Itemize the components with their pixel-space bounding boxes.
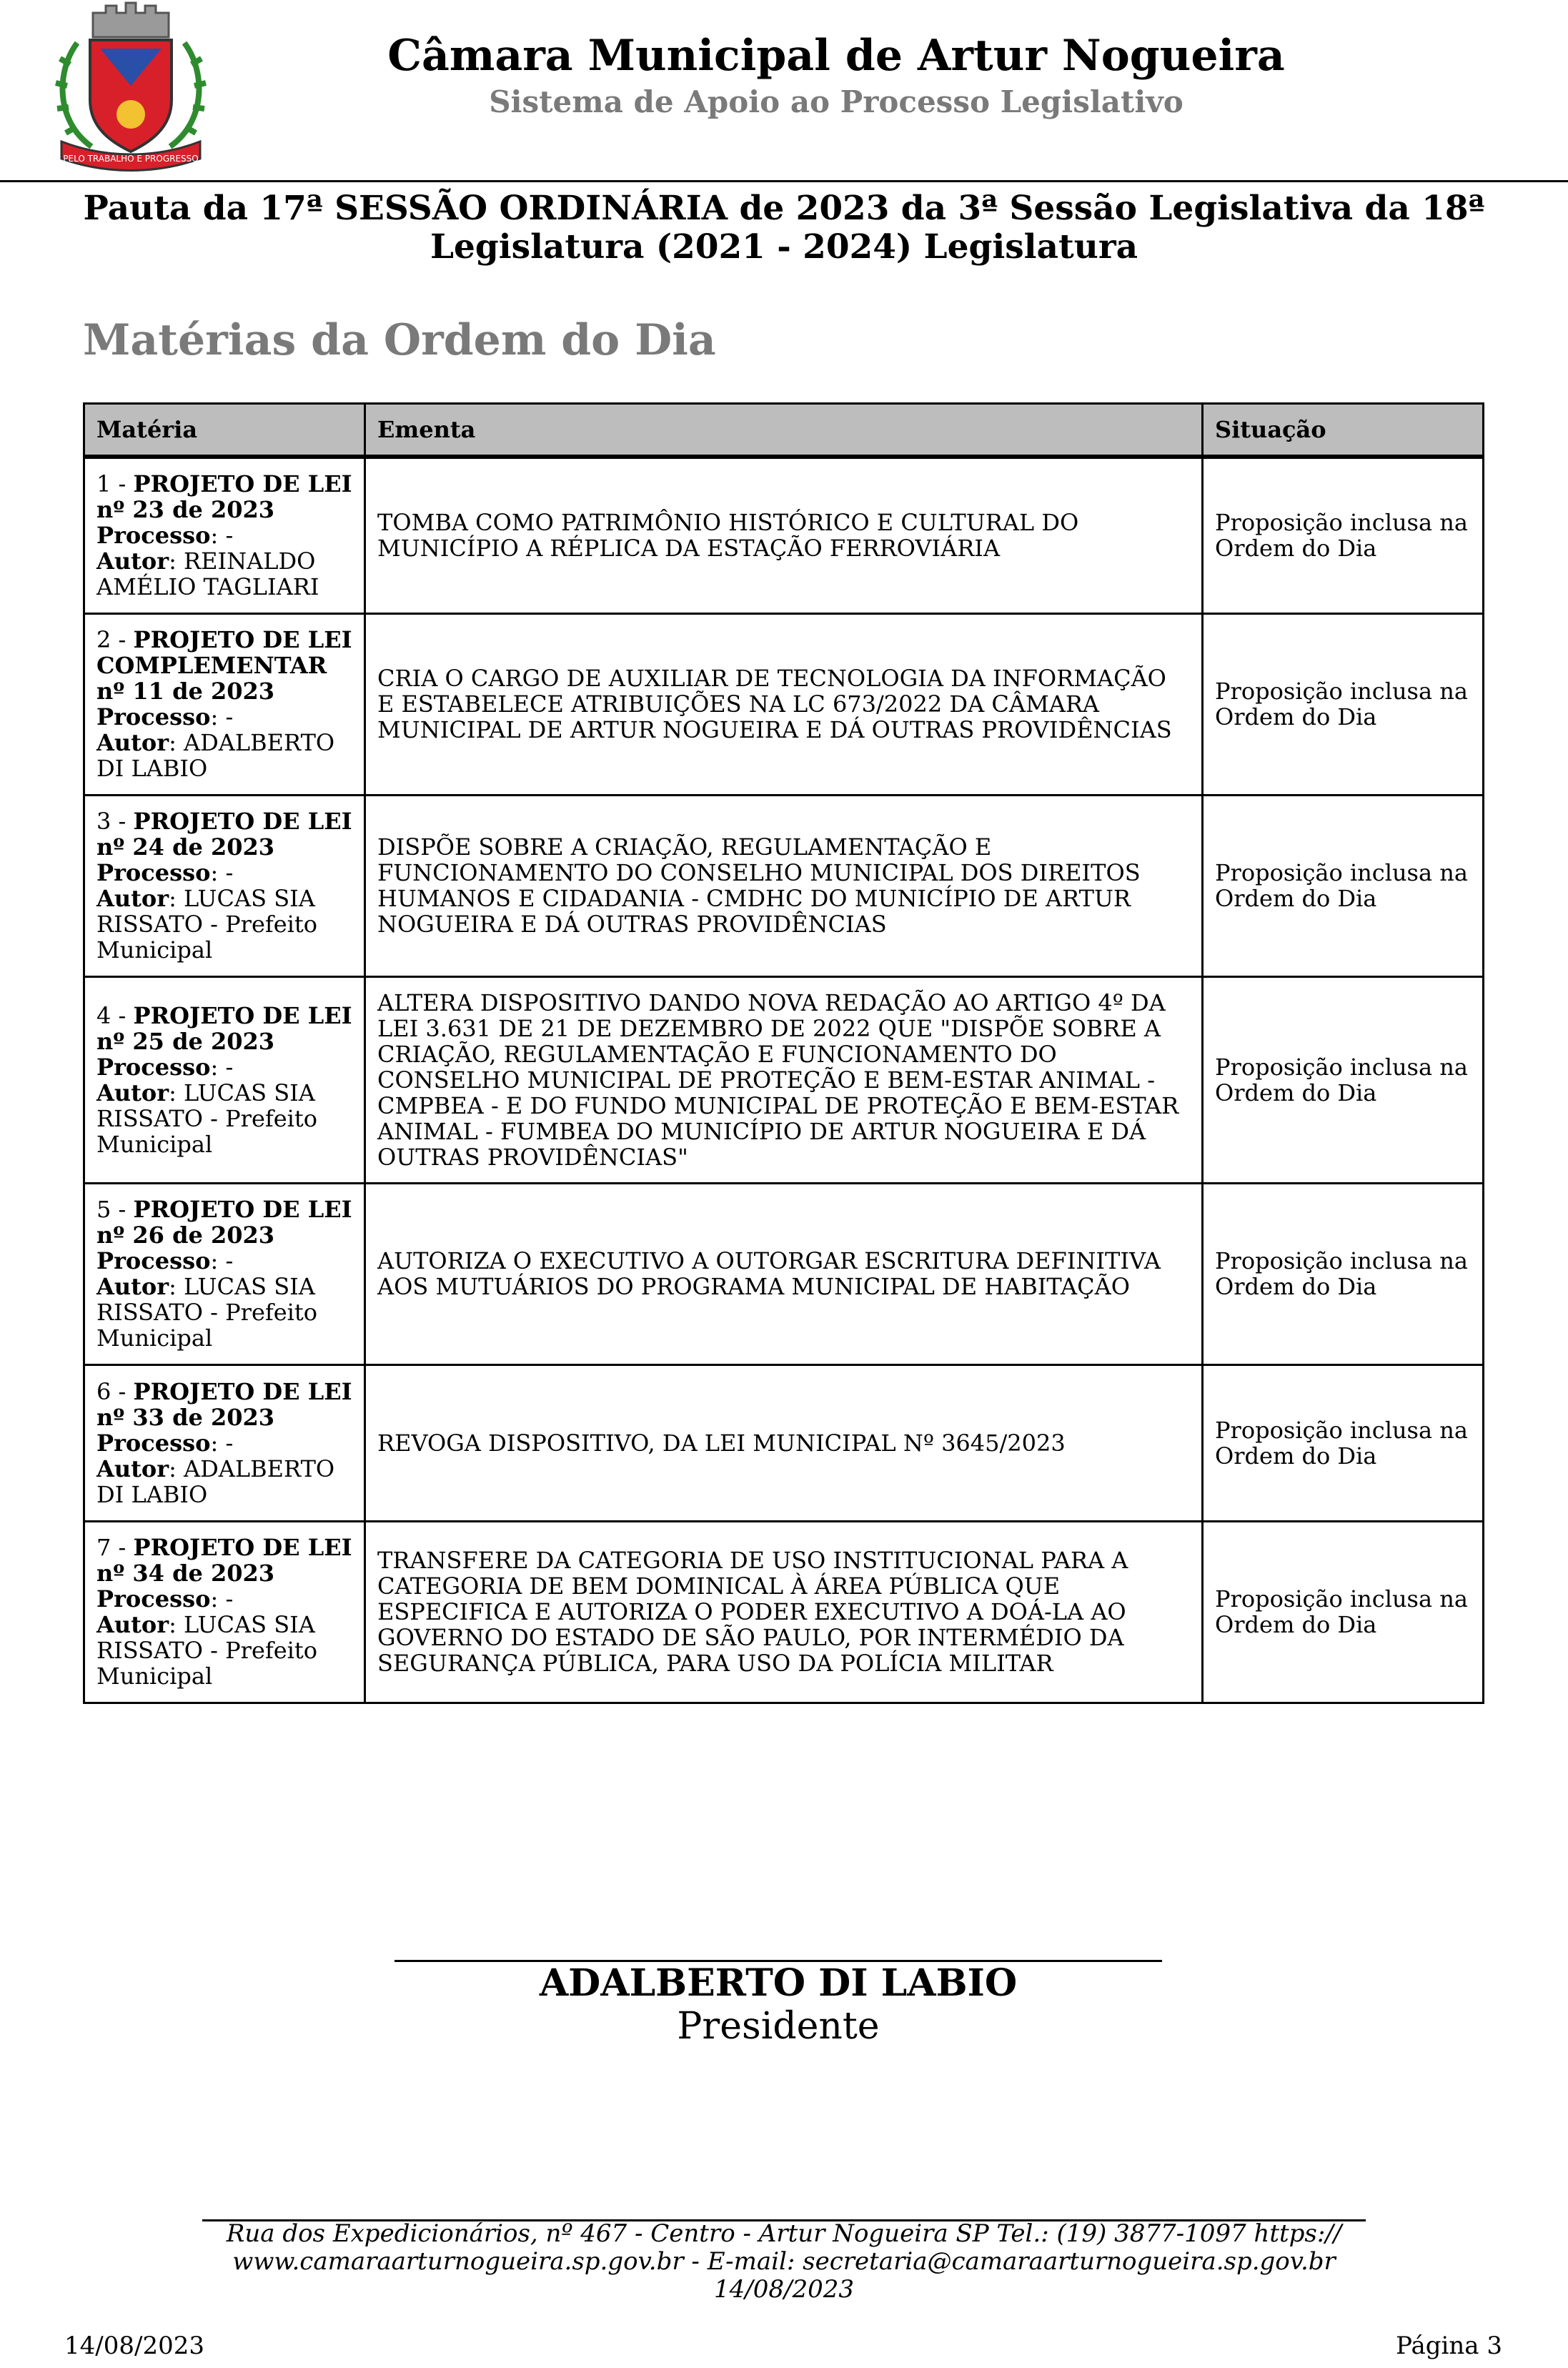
- pauta-title: [64, 189, 1504, 267]
- table-row: [84, 976, 1484, 1183]
- situacao-cell: Proposição inclusa na Ordem do Dia: [1203, 1364, 1484, 1521]
- crest-motto: PELO TRABALHO E PROGRESSO: [63, 154, 199, 164]
- situacao-cell: Proposição inclusa na Ordem do Dia: [1203, 1521, 1484, 1703]
- materia-cell: 7 - PROJETO DE LEI nº 34 de 2023 Processo: - Autor: LUCAS SIA RISSATO - Prefeito Municipal: [84, 1521, 365, 1703]
- materia-author: : LUCAS SIA RISSATO - Prefeito Municipal: [96, 1079, 318, 1158]
- situacao-cell: Proposição inclusa na Ordem do Dia: [1203, 613, 1484, 795]
- print-date: 14/08/2023: [64, 2332, 204, 2360]
- ementa-cell: REVOGA DISPOSITIVO, DA LEI MUNICIPAL Nº 3645/2023: [365, 1364, 1203, 1521]
- situacao-cell: Proposição inclusa na Ordem do Dia: [1203, 1183, 1484, 1364]
- materia-type: PROJETO DE LEI nº 26 de 2023: [96, 1196, 352, 1249]
- page-header: [0, 0, 1568, 182]
- footer-date: 14/08/2023: [714, 2275, 854, 2304]
- column-header-materia: Matéria: [84, 404, 365, 457]
- table-row: [84, 1364, 1484, 1521]
- situacao-cell: Proposição inclusa na Ordem do Dia: [1203, 457, 1484, 613]
- municipal-crest-logo: [49, 0, 213, 172]
- materia-cell: 5 - PROJETO DE LEI nº 26 de 2023 Processo: - Autor: LUCAS SIA RISSATO - Prefeito Municipal: [84, 1183, 365, 1364]
- column-header-ementa: Ementa: [365, 404, 1203, 457]
- ementa-cell: TRANSFERE DA CATEGORIA DE USO INSTITUCIONAL PARA A CATEGORIA DE BEM DOMINICAL À ÁREA PÚBLICA QUE ESPECIFICA E AUTORIZA O PODER EXECUTIVO A DOÁ-LA AO GOVERNO DO ESTADO DE SÃO PAULO, POR INTERMÉDIO DA SEGURANÇA PÚBLICA, PARA USO DA POLÍCIA MILITAR: [365, 1521, 1203, 1703]
- materia-cell: 2 - PROJETO DE LEI COMPLEMENTAR nº 11 de 2023 Processo: - Autor: ADALBERTO DI LABIO: [84, 613, 365, 795]
- materia-type: PROJETO DE LEI nº 25 de 2023: [96, 1001, 352, 1055]
- materia-cell: 4 - PROJETO DE LEI nº 25 de 2023 Processo: - Autor: LUCAS SIA RISSATO - Prefeito Municipal: [84, 976, 365, 1183]
- signatory-name: ADALBERTO DI LABIO: [539, 1961, 1018, 2005]
- organization-subtitle: Sistema de Apoio ao Processo Legislativo: [489, 84, 1184, 119]
- ementa-cell: DISPÕE SOBRE A CRIAÇÃO, REGULAMENTAÇÃO E FUNCIONAMENTO DO CONSELHO MUNICIPAL DOS DIREITOS HUMANOS E CIDADANIA - CMDHC DO MUNICÍPIO DE ARTUR NOGUEIRA E DÁ OUTRAS PROVIDÊNCIAS: [365, 795, 1203, 976]
- ementa-cell: CRIA O CARGO DE AUXILIAR DE TECNOLOGIA DA INFORMAÇÃO E ESTABELECE ATRIBUIÇÕES NA LC 673/2022 DA CÂMARA MUNICIPAL DE ARTUR NOGUEIRA E DÁ OUTRAS PROVIDÊNCIAS: [365, 613, 1203, 795]
- section-title: Matérias da Ordem do Dia: [83, 315, 716, 365]
- ementa-cell: TOMBA COMO PATRIMÔNIO HISTÓRICO E CULTURAL DO MUNICÍPIO A RÉPLICA DA ESTAÇÃO FERROVIÁRIA: [365, 457, 1203, 613]
- materia-cell: 3 - PROJETO DE LEI nº 24 de 2023 Processo: - Autor: LUCAS SIA RISSATO - Prefeito Municipal: [84, 795, 365, 976]
- materia-author: : ADALBERTO DI LABIO: [96, 729, 335, 782]
- situacao-cell: Proposição inclusa na Ordem do Dia: [1203, 795, 1484, 976]
- ementa-cell: AUTORIZA O EXECUTIVO A OUTORGAR ESCRITURA DEFINITIVA AOS MUTUÁRIOS DO PROGRAMA MUNICIPAL DE HABITAÇÃO: [365, 1183, 1203, 1364]
- footer-contact: [202, 2220, 1366, 2304]
- materia-type: PROJETO DE LEI COMPLEMENTAR nº 11 de 2023: [96, 626, 352, 705]
- table-row: [84, 457, 1484, 613]
- organization-name: Câmara Municipal de Artur Nogueira: [387, 31, 1285, 81]
- materia-cell: 1 - PROJETO DE LEI nº 23 de 2023 Processo: - Autor: REINALDO AMÉLIO TAGLIARI: [84, 457, 365, 613]
- footer-website-email: www.camaraarturnogueira.sp.gov.br - E-mail: secretaria@camaraarturnogueira.sp.gov.br: [232, 2247, 1336, 2276]
- page-number: Página 3: [1396, 2332, 1502, 2360]
- table-row: [84, 1183, 1484, 1364]
- signatory-role: Presidente: [677, 2005, 880, 2048]
- materia-type: PROJETO DE LEI nº 34 de 2023: [96, 1534, 352, 1587]
- materia-type: PROJETO DE LEI nº 24 de 2023: [96, 808, 352, 861]
- ementa-cell: ALTERA DISPOSITIVO DANDO NOVA REDAÇÃO AO ARTIGO 4º DA LEI 3.631 DE 21 DE DEZEMBRO DE 2022 QUE "DISPÕE SOBRE A CRIAÇÃO, REGULAMENTAÇÃO E FUNCIONAMENTO DO CONSELHO MUNICIPAL DE PROTEÇÃO E BEM-ESTAR ANIMAL - CMPBEA - E DO FUNDO MUNICIPAL DE PROTEÇÃO E BEM-ESTAR ANIMAL - FUMBEA DO MUNICÍPIO DE ARTUR NOGUEIRA E DÁ OUTRAS PROVIDÊNCIAS": [365, 976, 1203, 1183]
- footer-address: Rua dos Expedicionários, nº 467 - Centro - Artur Nogueira SP Tel.: (19) 3877-1097 https://: [226, 2219, 1342, 2248]
- agenda-table: [83, 402, 1484, 1704]
- materia-author: : REINALDO AMÉLIO TAGLIARI: [96, 548, 319, 601]
- table-row: [84, 1521, 1484, 1703]
- pauta-title-line-2: Legislatura (2021 - 2024) Legislatura: [430, 227, 1138, 267]
- materia-type: PROJETO DE LEI nº 33 de 2023: [96, 1377, 352, 1431]
- pauta-title-line-1: Pauta da 17ª SESSÃO ORDINÁRIA de 2023 da 3ª Sessão Legislativa da 18ª: [83, 189, 1485, 228]
- materia-author: : LUCAS SIA RISSATO - Prefeito Municipal: [96, 1273, 318, 1352]
- table-row: [84, 613, 1484, 795]
- table-header-row: [84, 404, 1484, 457]
- materia-cell: 6 - PROJETO DE LEI nº 33 de 2023 Processo: - Autor: ADALBERTO DI LABIO: [84, 1364, 365, 1521]
- materia-type: PROJETO DE LEI nº 23 de 2023: [96, 470, 352, 524]
- materia-author: : LUCAS SIA RISSATO - Prefeito Municipal: [96, 1611, 318, 1690]
- table-row: [84, 795, 1484, 976]
- situacao-cell: Proposição inclusa na Ordem do Dia: [1203, 976, 1484, 1183]
- materia-author: : LUCAS SIA RISSATO - Prefeito Municipal: [96, 885, 318, 963]
- column-header-situacao: Situação: [1203, 404, 1484, 457]
- materia-author: : ADALBERTO DI LABIO: [96, 1455, 335, 1508]
